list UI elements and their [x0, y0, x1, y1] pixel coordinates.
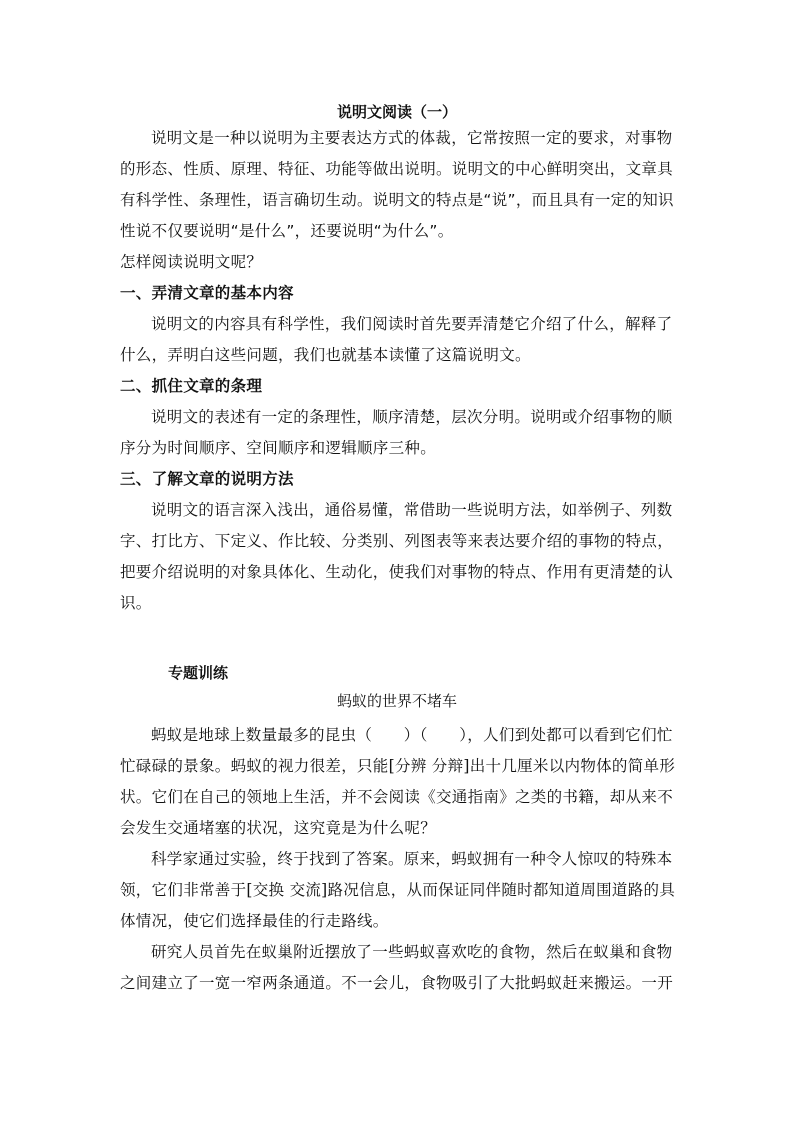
section-body-2: 说明文的表述有一定的条理性，顺序清楚，层次分明。说明或介绍事物的顺序分为时间顺序、空间顺序和逻辑顺序三种。: [120, 408, 673, 457]
story-paragraph-2: 科学家通过实验，终于找到了答案。原来，蚂蚁拥有一种令人惊叹的特殊本领，它们非常善于[交换 交流]路况信息，从而保证同伴随时都知道周围道路的具体情况，使它们选择最佳的行走路线。: [120, 850, 676, 930]
section-body-3: 说明文的语言深入浅出，通俗易懂，常借助一些说明方法，如举例子、列数字、打比方、下定义、作比较、分类别、列图表等来表达要介绍的事物的特点，把要介绍说明的对象具体化、生动化，使我们对事物的特点、作用有更清楚的认识。: [120, 501, 674, 612]
story-block: [120, 720, 680, 999]
section-heading-2: 二、抓住文章的条理: [120, 377, 263, 395]
intro-block: [120, 123, 680, 619]
intro-paragraph: 说明文是一种以说明为主要表达方式的体裁，它常按照一定的要求，对事物的形态、性质、原理、特征、功能等做出说明。说明文的中心鲜明突出，文章具有科学性、条理性，语言确切生动。说明文的特点是“说”，而且具有一定的知识性说不仅要说明“是什么”，还要说明“为什么”。: [120, 129, 674, 240]
section-heading-3: 三、了解文章的说明方法: [120, 470, 294, 488]
story-title: 蚂蚁的世界不堵车: [336, 692, 457, 710]
practice-title: 专题训练: [168, 664, 229, 682]
page-title: 说明文阅读（一）: [336, 103, 457, 121]
section-body-1: 说明文的内容具有科学性，我们阅读时首先要弄清楚它介绍了什么，解释了什么，弄明白这些问题，我们也就基本读懂了这篇说明文。: [120, 315, 673, 364]
story-paragraph-1: 蚂蚁是地球上数量最多的昆虫（ ）（ ），人们到处都可以看到它们忙忙碌碌的景象。蚂蚁的视力很差，只能[分辨 分辩]出十几厘米以内物体的简单形状。它们在自己的领地上生活，并不会阅读《交通指南》之类的书籍，却从来不会发生交通堵塞的状况，这究竟是为什么呢？: [120, 726, 676, 837]
story-paragraph-3: 研究人员首先在蚁巢附近摆放了一些蚂蚁喜欢吃的食物，然后在蚁巢和食物之间建立了一宽一窄两条通道。不一会儿，食物吸引了大批蚂蚁赶来搬运。一开: [120, 943, 674, 992]
section-heading-1: 一、弄清文章的基本内容: [120, 284, 294, 302]
question-line: 怎样阅读说明文呢？: [120, 253, 263, 271]
